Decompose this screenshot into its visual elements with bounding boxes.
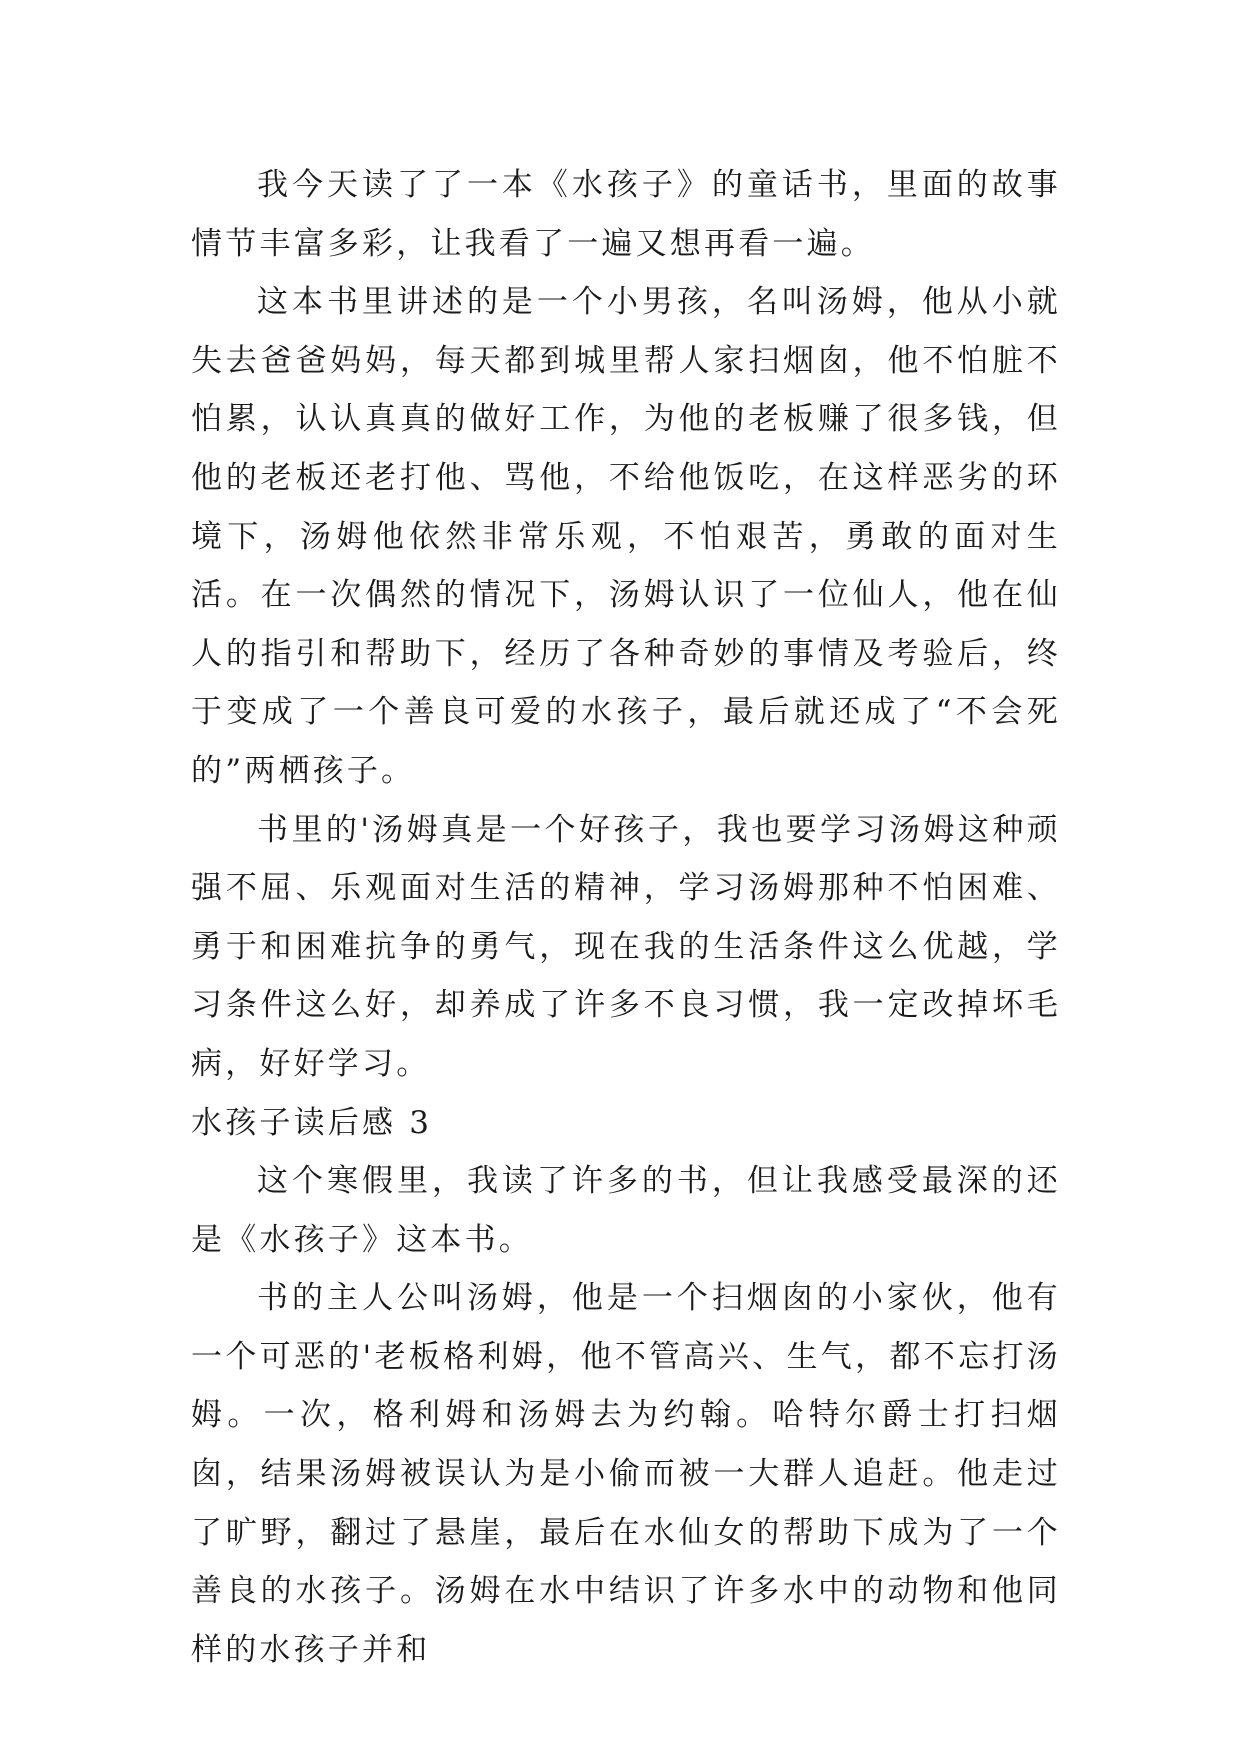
paragraph-2: 这本书里讲述的是一个小男孩，名叫汤姆，他从小就失去爸爸妈妈，每天都到城里帮人家扫烟囱，他不怕脏不怕累，认认真真的做好工作，为他的老板赚了很多钱，但他的老板还老打他、骂他，不给他饭吃，在这样恶劣的环境下，汤姆他依然非常乐观，不怕艰苦，勇敢的面对生活。在一次偶然的情况下，汤姆认识了一位仙人，他在仙人的指引和帮助下，经历了各种奇妙的事情及考验后，终于变成了一个善良可爱的水孩子，最后就还成了“不会死的”两栖孩子。	[191, 284, 1061, 789]
paragraph-3: 书里的'汤姆真是一个好孩子，我也要学习汤姆这种顽强不屈、乐观面对生活的精神，学习汤姆那种不怕困难、勇于和困难抗争的勇气，现在我的生活条件这么优越，学习条件这么好，却养成了许多不良习惯，我一定改掉坏毛病，好好学习。	[191, 811, 1061, 1082]
paragraph-1: 我今天读了了一本《水孩子》的童话书，里面的故事情节丰富多彩，让我看了一遍又想再看一遍。	[191, 167, 1061, 262]
document-body	[191, 156, 1061, 1679]
paragraph-5: 书的主人公叫汤姆，他是一个扫烟囱的小家伙，他有一个可恶的'老板格利姆，他不管高兴、生气，都不忘打汤姆。一次，格利姆和汤姆去为约翰。哈特尔爵士打扫烟囱，结果汤姆被误认为是小偷而被一大群人追赶。他走过了旷野，翻过了悬崖，最后在水仙女的帮助下成为了一个善良的水孩子。汤姆在水中结识了许多水中的动物和他同样的水孩子并和	[191, 1280, 1061, 1668]
section-heading: 水孩子读后感 3	[191, 1104, 433, 1141]
paragraph-4: 这个寒假里，我读了许多的书，但让我感受最深的还是《水孩子》这本书。	[191, 1163, 1061, 1258]
